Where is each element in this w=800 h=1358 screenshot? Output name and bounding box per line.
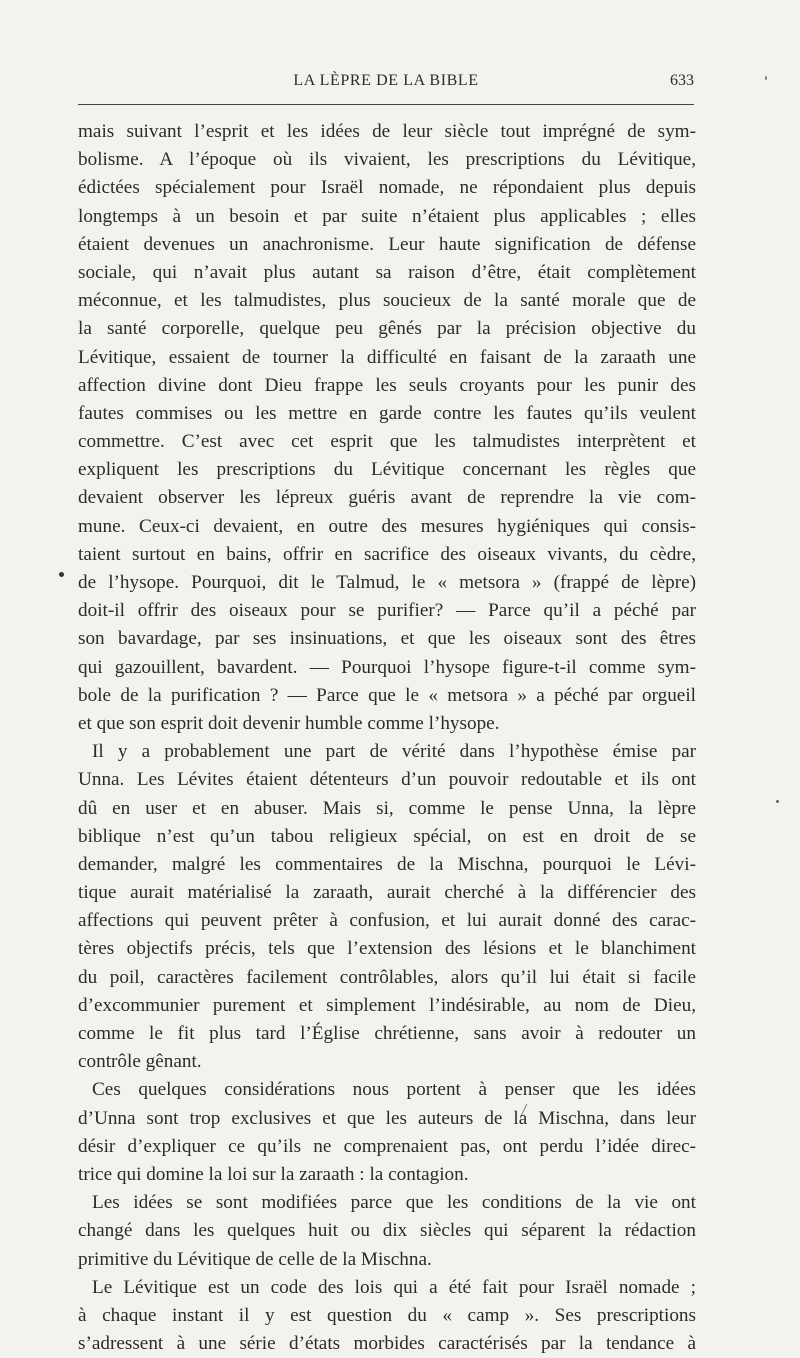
running-head	[78, 72, 694, 96]
running-title: LA LÈPRE DE LA BIBLE	[293, 72, 479, 89]
text-line: à chaque instant il y est question du « camp ». Ses prescriptions	[78, 1304, 696, 1326]
text-line: Unna. Les Lévites étaient détenteurs d’un pouvoir redoutable et ils ont	[78, 769, 696, 791]
text-line: s’adressent à une série d’états morbides caractérisés par la tendance à	[78, 1333, 696, 1355]
text-line: primitive du Lévitique de celle de la Mischna.	[78, 1248, 432, 1270]
text-line: tères objectifs précis, tels que l’extension des lésions et le blanchiment	[78, 938, 696, 960]
text-line: la santé corporelle, quelque peu gênés par la précision objective du	[78, 318, 696, 340]
text-line: expliquent les prescriptions du Lévitique concernant les règles que	[78, 459, 696, 481]
text-line: désir d’expliquer ce qu’ils ne comprenaient pas, ont perdu l’idée direc-	[78, 1135, 696, 1157]
text-line: du poil, caractères facilement contrôlables, alors qu’il lui était si facile	[78, 966, 696, 988]
text-line: qui gazouillent, bavardent. — Pourquoi l’hysope figure-t-il comme sym-	[78, 656, 696, 678]
text-line: édictées spécialement pour Israël nomade, ne répondaient plus depuis	[78, 177, 696, 199]
text-line: demander, malgré les commentaires de la Mischna, pourquoi le Lévi-	[78, 853, 696, 875]
text-line: affection divine dont Dieu frappe les seuls croyants pour les punir des	[78, 374, 696, 396]
text-line: de l’hysope. Pourquoi, dit le Talmud, le « metsora » (frappé de lèpre)	[78, 572, 696, 593]
paragraph-start: Il y a probablement une part de vérité dans l’hypothèse émise par	[92, 741, 696, 763]
text-line: dû en user et en abuser. Mais si, comme le pense Unna, la lèpre	[78, 797, 696, 819]
text-line: biblique n’est qu’un tabou religieux spécial, on est en droit de se	[78, 825, 696, 847]
text-line: méconnue, et les talmudistes, plus soucieux de la santé morale que de	[78, 290, 696, 312]
text-line: d’excommunier purement et simplement l’indésirable, au nom de Dieu,	[78, 994, 696, 1016]
margin-speck	[776, 800, 779, 803]
text-line: comme le fit plus tard l’Église chrétienne, sans avoir à redouter un	[78, 1023, 696, 1044]
text-line: mais suivant l’esprit et les idées de leur siècle tout imprégné de sym-	[78, 121, 696, 142]
text-line: sociale, qui n’avait plus autant sa raison d’être, était complètement	[78, 261, 696, 283]
header-rule	[78, 104, 694, 105]
text-line: bolisme. A l’époque où ils vivaient, les prescriptions du Lévitique,	[78, 149, 696, 171]
text-line: tique aurait matérialisé la zaraath, aurait cherché à la différencier des	[78, 882, 696, 904]
text-line: trice qui domine la loi sur la zaraath : la contagion.	[78, 1163, 469, 1185]
paragraph-start: Ces quelques considérations nous portent à penser que les idées	[92, 1079, 696, 1101]
text-line: Lévitique, essaient de tourner la difficulté en faisant de la zaraath une	[78, 346, 696, 368]
text-line: taient surtout en bains, offrir en sacrifice des oiseaux vivants, du cèdre,	[78, 543, 696, 565]
page-number: 633	[670, 72, 694, 89]
paragraph-start: Les idées se sont modifiées parce que les conditions de la vie ont	[92, 1192, 696, 1214]
text-line: doit-il offrir des oiseaux pour se purifier? — Parce qu’il a péché par	[78, 600, 696, 622]
text-line: affections qui peuvent prêter à confusion, et lui aurait donné des carac-	[78, 910, 696, 932]
text-line: son bavardage, par ses insinuations, et que les oiseaux sont des êtres	[78, 628, 696, 650]
text-line: d’Unna sont trop exclusives et que les auteurs de la Mischna, dans leur	[78, 1107, 696, 1129]
text-line: et que son esprit doit devenir humble comme l’hysope.	[78, 712, 500, 734]
text-line: longtemps à un besoin et par suite n’étaient plus applicables ; elles	[78, 205, 696, 227]
body-text	[78, 118, 696, 1358]
text-line: bole de la purification ? — Parce que le « metsora » a péché par orgueil	[78, 684, 696, 706]
text-line: étaient devenues un anachronisme. Leur haute signification de défense	[78, 233, 696, 255]
text-line: mune. Ceux-ci devaient, en outre des mesures hygiéniques qui consis-	[78, 515, 696, 537]
text-line: fautes commises ou les mettre en garde contre les fautes qu’ils veulent	[78, 402, 696, 424]
text-line: contrôle gênant.	[78, 1051, 202, 1073]
paragraph-start: Le Lévitique est un code des lois qui a été fait pour Israël nomade ;	[92, 1276, 696, 1298]
margin-mark	[59, 572, 64, 577]
text-line: devaient observer les lépreux guéris avant de reprendre la vie com-	[78, 487, 696, 509]
text-line: commettre. C’est avec cet esprit que les talmudistes interprètent et	[78, 431, 696, 453]
margin-speck	[765, 76, 767, 80]
text-line: changé dans les quelques huit ou dix siècles qui séparent la rédaction	[78, 1220, 696, 1242]
